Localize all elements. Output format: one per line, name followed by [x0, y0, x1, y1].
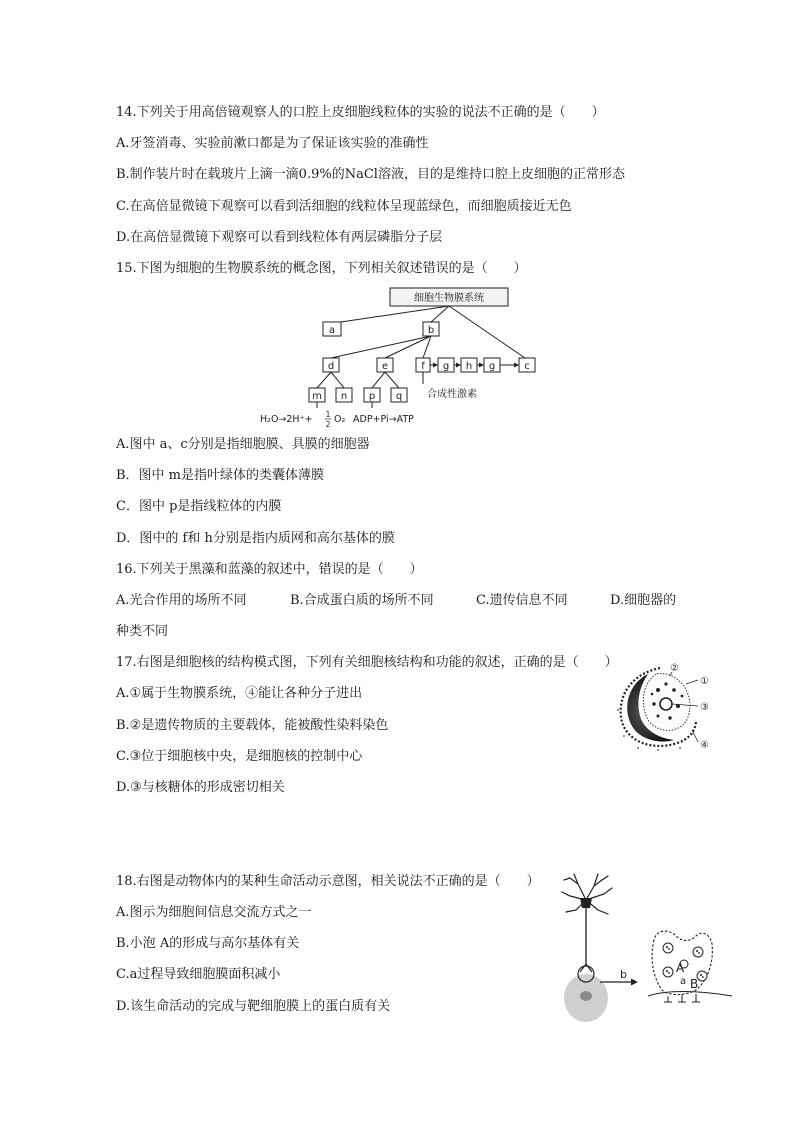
reaction-p: ADP+Pi→ATP	[353, 414, 414, 425]
q18-option-b: B.小泡 A的形成与高尔基体有关	[116, 936, 300, 951]
node-m-label: m	[312, 391, 322, 402]
vesicle-a-label: A	[676, 961, 685, 975]
q18-option-a: A.图示为细胞间信息交流方式之一	[116, 905, 312, 920]
q16-option-d: D.细胞器的	[610, 593, 677, 608]
label-4: ④	[700, 740, 709, 751]
q14-option-c: C.在高倍显微镜下观察可以看到活细胞的线粒体呈现蓝绿色，而细胞质接近无色	[116, 199, 572, 214]
q14-option-a: A.牙签消毒、实验前漱口都是为了保证该实验的准确性	[116, 136, 429, 151]
node-e-label: e	[381, 361, 389, 372]
hormone-label: 合成性激素	[427, 389, 477, 400]
q15-option-b: B．图中 m是指叶绿体的类囊体薄膜	[116, 468, 325, 483]
label-3: ③	[700, 702, 709, 713]
q18-stem: 18.右图是动物体内的某种生命活动示意图，相关说法不正确的是（ ）	[116, 874, 540, 889]
q17-option-b: B.②是遗传物质的主要载体，能被酸性染料染色	[116, 718, 389, 733]
q17-option-d: D.③与核糖体的形成密切相关	[116, 780, 285, 795]
q18-option-c: C.a过程导致细胞膜面积减小	[116, 967, 281, 982]
q15-option-d: D．图中的 f和 h分别是指内质网和高尔基体的膜	[116, 531, 395, 546]
q14-option-b: B.制作装片时在载玻片上滴一滴0.9%的NaCl溶液，目的是维持口腔上皮细胞的正常形态	[116, 167, 625, 182]
root-label: 细胞生物膜系统	[414, 293, 484, 304]
q15-option-a: A.图中 a、c分别是指细胞膜、具膜的细胞器	[116, 437, 370, 452]
receptor-b-label: B	[690, 977, 699, 991]
q16-option-d-cont: 种类不同	[116, 624, 169, 639]
process-a-label: a	[680, 976, 687, 987]
node-d-label: d	[327, 361, 335, 372]
node-f-label: f	[421, 361, 425, 372]
node-g2-label: g	[488, 361, 496, 372]
node-a-label: a	[328, 325, 336, 336]
q16-option-a: A.光合作用的场所不同	[116, 593, 247, 608]
reaction-m-denominator: 2	[325, 420, 331, 429]
reaction-m-right: O₂	[334, 414, 346, 425]
q17-option-c: C.③位于细胞核中央，是细胞核的控制中心	[116, 749, 363, 764]
reaction-m-numerator: 1	[325, 410, 331, 419]
q15-concept-diagram	[255, 284, 545, 430]
reaction-m-left: H₂O→2H⁺+	[260, 414, 313, 425]
q15-stem: 15.下图为细胞的生物膜系统的概念图，下列相关叙述错误的是（ ）	[116, 261, 527, 276]
neuron-diagram	[556, 872, 740, 1028]
node-q-label: q	[395, 391, 403, 402]
nucleus-diagram	[608, 660, 718, 754]
label-1: ①	[700, 676, 709, 687]
q16-stem: 16.下列关于黑藻和蓝藻的叙述中，错误的是（ ）	[116, 562, 423, 577]
arrow-b-label: b	[620, 968, 627, 981]
label-2: ②	[670, 663, 679, 674]
q16-option-b: B.合成蛋白质的场所不同	[290, 593, 434, 608]
node-h-label: h	[465, 361, 473, 372]
q14-stem: 14.下列关于用高倍镜观察人的口腔上皮细胞线粒体的实验的说法不正确的是（ ）	[116, 105, 605, 120]
q17-option-a: A.①属于生物膜系统，④能让各种分子进出	[116, 686, 363, 701]
q14-option-d: D.在高倍显微镜下观察可以看到线粒体有两层磷脂分子层	[116, 230, 443, 245]
node-p-label: p	[368, 391, 376, 402]
q16-option-c: C.遗传信息不同	[476, 593, 568, 608]
node-g1-label: g	[442, 361, 450, 372]
node-c-label: c	[524, 361, 530, 372]
node-n-label: n	[340, 391, 348, 402]
q16-options-row	[116, 593, 676, 609]
q17-stem: 17.右图是细胞核的结构模式图，下列有关细胞核结构和功能的叙述，正确的是（ ）	[116, 655, 618, 670]
node-b-label: b	[427, 325, 435, 336]
q15-option-c: C．图中 p是指线粒体的内膜	[116, 499, 282, 514]
q18-option-d: D.该生命活动的完成与靶细胞膜上的蛋白质有关	[116, 999, 391, 1014]
